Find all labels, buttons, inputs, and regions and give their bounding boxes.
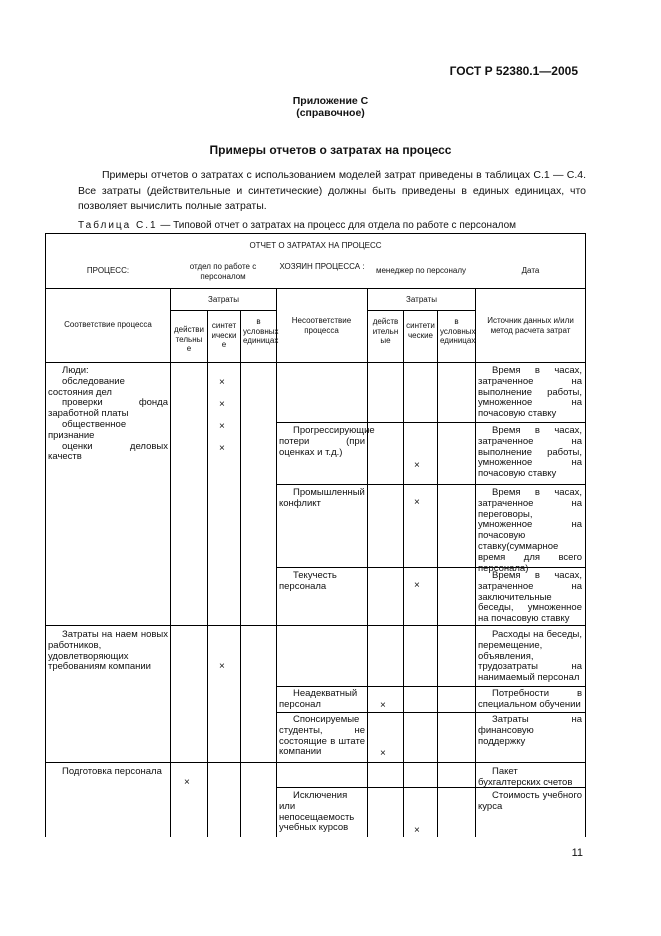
row-line — [45, 288, 586, 289]
exclusions-nonconformance: Исключения или непосещаемость учебных курсов — [279, 790, 355, 834]
inadequate-nonconformance: Неадекватный персонал — [279, 688, 358, 710]
people-source: Время в часах, затраченное на выполнение работы, умноженное на почасовую ставку — [478, 365, 582, 420]
mark-synthetic: × — [414, 580, 420, 591]
mark-actual: × — [184, 777, 190, 788]
col-line — [367, 288, 368, 837]
mark-actual: × — [380, 700, 386, 711]
mark-synthetic: × — [414, 825, 420, 836]
owner-label: ХОЗЯИН ПРОЦЕССА : — [279, 262, 365, 271]
inadequate-source: Потребности в специальном обучении — [478, 688, 582, 710]
col-line — [475, 288, 476, 837]
source-header: Источник данных и/или метод расчета затрат — [487, 316, 574, 335]
intro-text: Примеры отчетов о затратах с использованием моделей затрат приведены в таблицах С.1 — С.4. Все затраты (действительные и синтетические) должны быть приведены в единых единицах, что позволяет вычислить полные затраты. — [78, 169, 586, 212]
people-item: оценки деловых качеств — [48, 440, 168, 463]
row-line — [45, 625, 586, 626]
people-item: проверки фонда заработной платы — [48, 397, 168, 420]
row-line — [276, 422, 586, 423]
nonconformance-header: Несоответствие процесса — [291, 316, 352, 335]
row-line — [276, 712, 586, 713]
training-conformance: Подготовка персонала — [62, 766, 162, 777]
appendix-heading — [0, 95, 661, 119]
mark-synthetic: × — [219, 421, 225, 432]
table-border-right — [585, 233, 586, 837]
hiring-conformance: Затраты на наем новых работников, удовлетворяющих требованиям компании — [48, 629, 168, 673]
table-caption-label: Таблица С.1 — [78, 220, 158, 231]
mark-synthetic: × — [219, 377, 225, 388]
mark-synthetic: × — [219, 443, 225, 454]
intro-paragraph — [78, 168, 586, 215]
section-title: Примеры отчетов о затратах на процесс — [209, 143, 452, 157]
row-line — [276, 484, 586, 485]
col-line — [403, 310, 404, 837]
exclusions-source: Стоимость учебного курса — [478, 790, 582, 812]
col-synthetic-left: синтетические — [211, 321, 237, 349]
costs-label-right: Затраты — [406, 295, 437, 304]
mark-actual: × — [380, 748, 386, 759]
turnover-source: Время в часах, затраченное на заключительные беседы, умноженное на почасовую ставку — [478, 570, 582, 625]
col-line — [437, 310, 438, 837]
row-line — [45, 762, 586, 763]
mark-synthetic: × — [414, 497, 420, 508]
sponsored-nonconformance: Спонсируемые студенты, не состоящие в штате компании — [279, 714, 365, 758]
appendix-subtitle: (справочное) — [296, 107, 365, 119]
col-synthetic-right: синтетические — [406, 321, 435, 340]
row-line — [45, 362, 586, 363]
turnover-nonconformance: Текучесть персонала — [279, 570, 337, 592]
conflict-nonconformance: Промышленный конфликт — [279, 487, 365, 509]
col-line — [207, 310, 208, 837]
costs-label-left: Затраты — [208, 295, 239, 304]
row-line — [276, 686, 586, 687]
col-actual-left: действительные — [174, 325, 204, 353]
standard-number: ГОСТ Р 52380.1—2005 — [449, 64, 578, 78]
col-line — [240, 310, 241, 837]
row-line — [170, 310, 276, 311]
people-group — [48, 366, 168, 463]
people-item: общественное признание — [48, 418, 127, 441]
process-label: ПРОЦЕСС: — [86, 266, 130, 275]
people-title: Люди: — [62, 365, 89, 376]
mark-synthetic: × — [219, 399, 225, 410]
conformance-header: Соответствие процесса — [64, 320, 152, 329]
col-units-right: в условных единицах — [440, 317, 476, 345]
people-item: обследование состояния дел — [48, 375, 125, 398]
col-actual-right: действительные — [372, 317, 399, 345]
row-line — [367, 310, 475, 311]
report-title: ОТЧЕТ О ЗАТРАТАХ НА ПРОЦЕСС — [249, 241, 382, 250]
mark-synthetic: × — [414, 460, 420, 471]
date-label: Дата — [521, 266, 540, 275]
losses-nonconformance: Прогрессирующие потери (при оценках и т.д.) — [279, 425, 375, 458]
sponsored-source: Затраты на финансовую поддержку — [478, 714, 582, 747]
table-border-top — [45, 233, 586, 234]
col-line — [276, 288, 277, 837]
losses-source: Время в часах, затраченное на выполнение работы, умноженное на почасовую ставку — [478, 425, 582, 480]
table-caption — [78, 220, 516, 231]
mark-synthetic: × — [219, 661, 225, 672]
col-units-left: в условных единицах — [243, 317, 279, 345]
col-line — [170, 288, 171, 837]
training-source: Пакет бухгалтерских счетов — [478, 766, 573, 788]
conflict-source: Время в часах, затраченное на переговоры, умноженное на почасовую ставку(суммарное время для всего персонала) — [478, 487, 582, 574]
table-caption-text: — Типовой отчет о затратах на процесс для отдела по работе с персоналом — [157, 220, 517, 231]
page-number: 11 — [571, 847, 583, 859]
appendix-title: Приложение С — [292, 95, 369, 107]
owner-value: менеджер по персоналу — [375, 266, 467, 275]
hiring-source: Расходы на беседы, перемещение, объявления, трудозатраты на нанимаемый персонал — [478, 629, 582, 684]
process-value: отдел по работе с персоналом — [189, 262, 257, 281]
